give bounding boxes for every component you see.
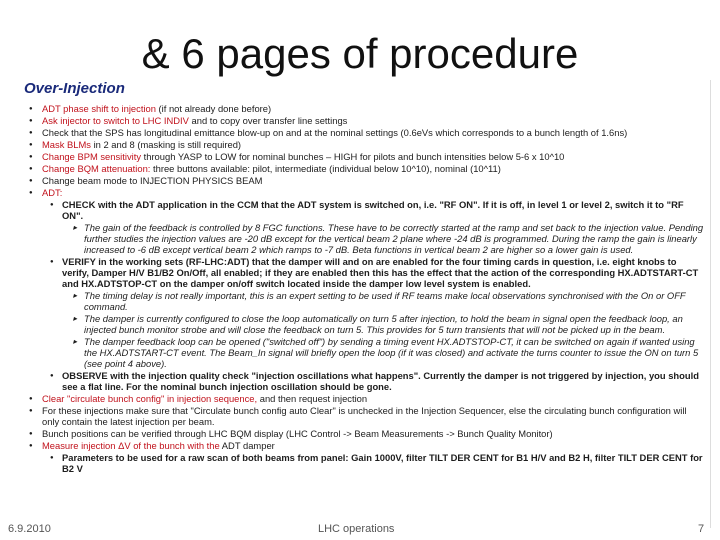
procedure-item: ● Bunch positions can be verified through LHC BQM display (LHC Control -> Beam Measurements -> Bunch Quality Monitor) — [42, 428, 706, 439]
procedure-item: ● VERIFY in the working sets (RF-LHC:ADT) that the damper will and on are enabled for the four timing cards in question, i.e. eight knobs to verify, Damper H/V B1/B2 On/Off, all enabled; if they are enabled then this has the effect that the action of the corresponding HX.ADTSTART-CT and HX.ADTSTOP-CT on the damper on/off switch located inside the damper low level system is enabled. — [62, 256, 704, 289]
procedure-item: ● Change beam mode to INJECTION PHYSICS BEAM — [42, 175, 706, 186]
procedure-item: ● Change BQM attenuation: three buttons available: pilot, intermediate (individual below 10^10), nominal (10^11) — [42, 163, 706, 174]
footer-date: 6.9.2010 — [8, 523, 51, 535]
procedure-item: ● Check that the SPS has longitudinal emittance blow-up on and at the nominal settings (0.6eVs which corresponds to a bunch length of 1.6ns) — [42, 127, 706, 138]
footer-title: LHC operations — [318, 523, 395, 535]
procedure-item: ▸ The damper is currently configured to close the loop automatically on turn 5 after injection, to hold the beam in signal open the feedback loop, an injected bunch monitor strobe and will close the feedback on turn 5. This provides for 5 turn transients that will not be picked up in the beam. — [84, 313, 706, 335]
procedure-item: ● Ask injector to switch to LHC INDIV and to copy over transfer line settings — [42, 115, 706, 126]
procedure-item: ▸ The damper feedback loop can be opened ("switched off") by sending a timing event HX.ADTSTOP-CT, it can be switched on again if wanted using the HX.ADTSTART-CT event. The Beam_In signal will briefly open the loop (if it was closed) and activate the turns counter to issue the ON on turn 5 (see point 4 above). — [84, 336, 706, 369]
procedure-item: ● Parameters to be used for a raw scan of both beams from panel: Gain 1000V, filter TILT DER CENT for B1 H/V and B2 H, filter TILT DER CENT for B2 V — [62, 452, 704, 474]
procedure-item: ● ADT phase shift to injection (if not already done before) — [42, 103, 706, 114]
procedure-item: ● ADT: — [42, 187, 706, 198]
procedure-item: ● Change BPM sensitivity through YASP to LOW for nominal bunches – HIGH for pilots and bunch intensities below 5-6 x 10^10 — [42, 151, 706, 162]
slide-title: & 6 pages of procedure — [141, 30, 579, 77]
procedure-item: ● Measure injection ΔV of the bunch with the ADT damper — [42, 440, 706, 451]
procedure-item: ● CHECK with the ADT application in the CCM that the ADT system is switched on, i.e. "RF ON". If it is off, in level 1 or level 2, switch it to "RF ON". — [62, 199, 704, 221]
procedure-item: ● Mask BLMs in 2 and 8 (masking is still required) — [42, 139, 706, 150]
procedure-item: ● Clear "circulate bunch config" in injection sequence, and then request injection — [42, 393, 706, 404]
procedure-item: ● OBSERVE with the injection quality check "injection oscillations what happens". Currently the damper is not triggered by injection, you should see a flat line. For the nominal bunch injection oscillation should be gone. — [62, 370, 704, 392]
footer-page-number: 7 — [698, 523, 705, 535]
procedure-item: ▸ The gain of the feedback is controlled by 8 FGC functions. These have to be correctly started at the ramp and set back to the injection value. Pending further studies the injection values are -20 dB except for the vertical beam 2 plane where -24 dB is programmed. During the ramp the gain is linearly increased to -6 dB except vertical beam 2 which ramps to -7 dB. Beta functions in vertical beam 2 are higher so a lower gain is used. — [84, 222, 706, 255]
document-heading: Over-Injection — [24, 80, 125, 97]
procedure-document — [20, 80, 711, 528]
procedure-item: ● For these injections make sure that "Circulate bunch config auto Clear" is unchecked in the Injection Sequencer, else the circulating bunch configuration will only contain the latest injection per beam. — [42, 405, 706, 427]
procedure-item: ▸ The timing delay is not really important, this is an expert setting to be used if RF teams make local observations synchronised with the On or OFF command. — [84, 290, 706, 312]
